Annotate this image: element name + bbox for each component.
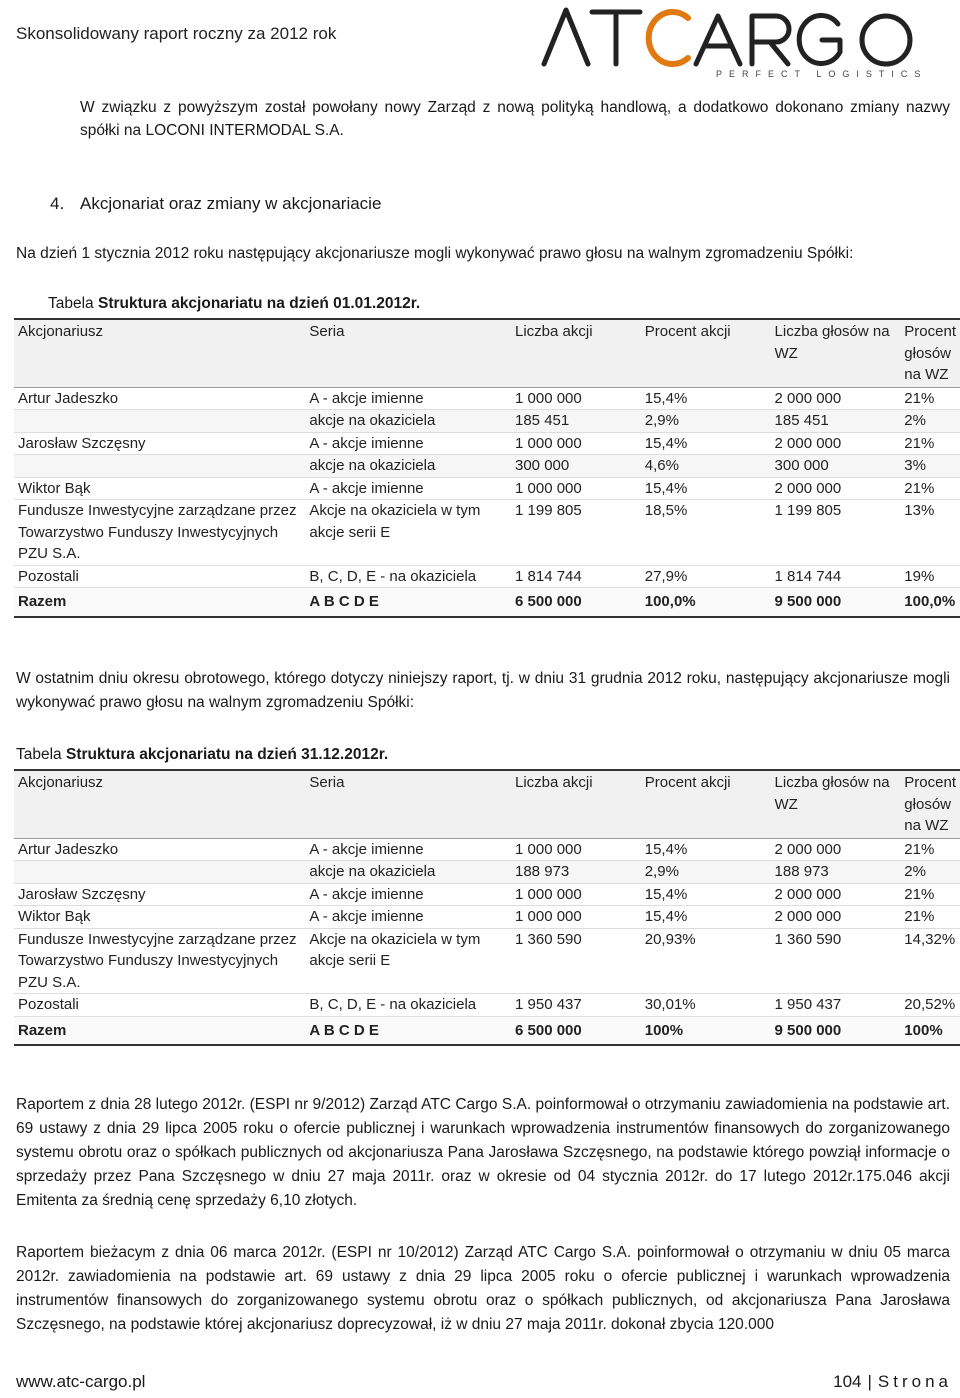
intro-line: Na dzień 1 stycznia 2012 roku następujący akcjonariusze mogli wykonywać prawo głosu na walnym zgromadzeniu Spółki: xyxy=(16,245,854,262)
table-row xyxy=(14,410,960,433)
cell-share-count: 1 000 000 xyxy=(511,432,641,455)
column-header-series: Seria xyxy=(305,319,511,387)
section-title: Akcjonariat oraz zmiany w akcjonariacie xyxy=(80,194,382,213)
cell-series: akcje na okaziciela xyxy=(305,410,511,433)
atc-cargo-logo xyxy=(536,2,956,80)
cell-shareholder: Wiktor Bąk xyxy=(14,906,305,929)
cell-share-percent: 15,4% xyxy=(641,477,771,500)
cell-vote-percent: 21% xyxy=(900,477,960,500)
table-row xyxy=(14,928,960,994)
cell-share-count: 188 973 xyxy=(511,861,641,884)
cell-share-percent: 15,4% xyxy=(641,432,771,455)
table-row xyxy=(14,387,960,410)
total-share-count: 6 500 000 xyxy=(511,588,641,617)
table-header xyxy=(14,319,960,387)
page-label: Strona xyxy=(877,1372,952,1391)
cell-vote-percent: 14,32% xyxy=(900,928,960,994)
total-shareholder: Razem xyxy=(14,1016,305,1045)
cell-vote-count: 1 814 744 xyxy=(771,565,901,588)
total-vote-count: 9 500 000 xyxy=(771,1016,901,1045)
cell-share-percent: 4,6% xyxy=(641,455,771,478)
cell-series: Akcje na okaziciela w tym akcje serii E xyxy=(305,500,511,566)
page-number: 104 xyxy=(833,1372,862,1391)
total-row xyxy=(14,588,960,617)
cell-vote-percent: 21% xyxy=(900,838,960,861)
total-series: A B C D E xyxy=(305,1016,511,1045)
cell-share-count: 1 814 744 xyxy=(511,565,641,588)
cell-series: Akcje na okaziciela w tym akcje serii E xyxy=(305,928,511,994)
cell-share-percent: 2,9% xyxy=(641,861,771,884)
cell-series: A - akcje imienne xyxy=(305,838,511,861)
cell-shareholder: Jarosław Szczęsny xyxy=(14,432,305,455)
document-header-title: Skonsolidowany raport roczny za 2012 rok xyxy=(16,24,337,43)
report-paragraph-2: Raportem bieżacym z dnia 06 marca 2012r. (ESPI nr 10/2012) Zarząd ATC Cargo S.A. poinformował o otrzymaniu w dniu 05 marca 2012r. zawiadomienia na podstawie art. 69 ustawy z dnia 29 lipca 2005 roku o ofercie publicznej i warunkach wprowadzenia instrumentów finansowych do zorganizowanego systemu obrotu oraz o spółkach publicznych, od akcjonariusza Pana Jarosława Szczęsnego, na podstawie której akcjonariusz doprecyzował, iż w dniu 27 maja 2011r. dokonał zbycia 120.000 xyxy=(16,1244,950,1333)
cell-share-count: 185 451 xyxy=(511,410,641,433)
cell-shareholder: Jarosław Szczęsny xyxy=(14,883,305,906)
total-vote-percent: 100,0% xyxy=(900,588,960,617)
cell-share-percent: 18,5% xyxy=(641,500,771,566)
shareholder-table-2012-12-31 xyxy=(14,769,960,1046)
logo-wordmark xyxy=(544,10,910,64)
cell-vote-count: 1 360 590 xyxy=(771,928,901,994)
cell-series: A - akcje imienne xyxy=(305,883,511,906)
intro-paragraph: W związku z powyższym został powołany nowy Zarząd z nową polityką handlową, a dodatkowo dokonano zmiany nazwy spółki na LOCONI INTERMODAL S.A. xyxy=(80,99,950,139)
cell-vote-count: 185 451 xyxy=(771,410,901,433)
report-paragraph-1: Raportem z dnia 28 lutego 2012r. (ESPI nr 9/2012) Zarząd ATC Cargo S.A. poinformował o otrzymaniu zawiadomienia na podstawie art. 69 ustawy z dnia 29 lipca 2005 roku o ofercie publicznej i warunkach wprowadzenia instrumentów finansowych do zorganizowanego systemu obrotu oraz o spółkach publicznych od akcjonariusza Pana Jarosława Szczęsnego, na podstawie którego powziął informacje o sprzedaży przez Pana Szczęsnego w dniu 27 maja 2011r. oraz w okresie od 04 stycznia 2012r. do 17 lutego 2012r.175.046 akcji Emitenta za średnią cenę sprzedaży 6,10 złotych. xyxy=(16,1096,950,1209)
total-vote-percent: 100% xyxy=(900,1016,960,1045)
table1-caption: Tabela Struktura akcjonariatu na dzień 01.01.2012r. xyxy=(48,295,421,312)
cell-share-count: 1 000 000 xyxy=(511,477,641,500)
table-body xyxy=(14,838,960,1045)
cell-share-count: 1 360 590 xyxy=(511,928,641,994)
table-body xyxy=(14,387,960,617)
cell-vote-percent: 21% xyxy=(900,906,960,929)
cell-vote-percent: 13% xyxy=(900,500,960,566)
column-header-vote-count: Liczba głosów na WZ xyxy=(771,319,901,387)
total-share-percent: 100% xyxy=(641,1016,771,1045)
total-vote-count: 9 500 000 xyxy=(771,588,901,617)
cell-vote-count: 1 950 437 xyxy=(771,994,901,1017)
footer-url[interactable]: www.atc-cargo.pl xyxy=(16,1372,146,1391)
total-shareholder: Razem xyxy=(14,588,305,617)
middle-paragraph: W ostatnim dniu okresu obrotowego, którego dotyczy niniejszy raport, tj. w dniu 31 grudnia 2012 roku, następujący akcjonariusze mogli wykonywać prawo głosu na walnym zgromadzeniu Spółki: xyxy=(16,670,950,711)
cell-vote-percent: 21% xyxy=(900,432,960,455)
cell-share-percent: 30,01% xyxy=(641,994,771,1017)
cell-share-percent: 15,4% xyxy=(641,906,771,929)
cell-shareholder xyxy=(14,455,305,478)
cell-share-percent: 15,4% xyxy=(641,838,771,861)
footer-page-indicator xyxy=(833,1372,952,1392)
header-row xyxy=(14,319,960,387)
cell-share-percent: 27,9% xyxy=(641,565,771,588)
cell-vote-count: 2 000 000 xyxy=(771,906,901,929)
column-header-series: Seria xyxy=(305,770,511,838)
table-row xyxy=(14,861,960,884)
logo-tagline: PERFECT LOGISTICS xyxy=(716,69,928,79)
cell-vote-percent: 19% xyxy=(900,565,960,588)
cell-vote-percent: 21% xyxy=(900,883,960,906)
column-header-vote-percent: Procent głosów na WZ xyxy=(900,770,960,838)
cell-share-count: 1 000 000 xyxy=(511,838,641,861)
cell-vote-count: 2 000 000 xyxy=(771,477,901,500)
cell-shareholder: Pozostali xyxy=(14,565,305,588)
cell-share-percent: 15,4% xyxy=(641,883,771,906)
column-header-vote-percent: Procent głosów na WZ xyxy=(900,319,960,387)
cell-series: A - akcje imienne xyxy=(305,432,511,455)
cell-share-percent: 2,9% xyxy=(641,410,771,433)
cell-vote-percent: 2% xyxy=(900,410,960,433)
table2-caption: Tabela Struktura akcjonariatu na dzień 31.12.2012r. xyxy=(16,746,389,763)
cell-vote-count: 1 199 805 xyxy=(771,500,901,566)
section-heading xyxy=(50,194,381,214)
table-header xyxy=(14,770,960,838)
column-header-vote-count: Liczba głosów na WZ xyxy=(771,770,901,838)
cell-vote-percent: 3% xyxy=(900,455,960,478)
section-number: 4. xyxy=(50,194,65,213)
cell-shareholder: Pozostali xyxy=(14,994,305,1017)
cell-share-count: 1 000 000 xyxy=(511,883,641,906)
column-header-share-percent: Procent akcji xyxy=(641,319,771,387)
cell-series: B, C, D, E - na okaziciela xyxy=(305,994,511,1017)
cell-vote-percent: 20,52% xyxy=(900,994,960,1017)
cell-vote-count: 2 000 000 xyxy=(771,387,901,410)
cell-share-count: 300 000 xyxy=(511,455,641,478)
cell-share-percent: 15,4% xyxy=(641,387,771,410)
header-row xyxy=(14,770,960,838)
cell-shareholder xyxy=(14,861,305,884)
column-header-shareholder: Akcjonariusz xyxy=(14,770,305,838)
total-share-count: 6 500 000 xyxy=(511,1016,641,1045)
column-header-share-count: Liczba akcji xyxy=(511,770,641,838)
cell-vote-percent: 21% xyxy=(900,387,960,410)
cell-vote-count: 2 000 000 xyxy=(771,432,901,455)
table-row xyxy=(14,477,960,500)
cell-share-count: 1 000 000 xyxy=(511,906,641,929)
cell-share-count: 1 000 000 xyxy=(511,387,641,410)
cell-vote-count: 188 973 xyxy=(771,861,901,884)
column-header-share-percent: Procent akcji xyxy=(641,770,771,838)
table-row xyxy=(14,432,960,455)
page-separator: | xyxy=(867,1372,872,1391)
table-row xyxy=(14,455,960,478)
column-header-share-count: Liczba akcji xyxy=(511,319,641,387)
cell-share-count: 1 199 805 xyxy=(511,500,641,566)
cell-series: A - akcje imienne xyxy=(305,906,511,929)
table-row xyxy=(14,838,960,861)
cell-series: akcje na okaziciela xyxy=(305,455,511,478)
cell-series: A - akcje imienne xyxy=(305,477,511,500)
cell-vote-count: 300 000 xyxy=(771,455,901,478)
cell-series: B, C, D, E - na okaziciela xyxy=(305,565,511,588)
cell-vote-count: 2 000 000 xyxy=(771,883,901,906)
cell-shareholder: Fundusze Inwestycyjne zarządzane przez Towarzystwo Funduszy Inwestycyjnych PZU S.A. xyxy=(14,928,305,994)
cell-shareholder: Wiktor Bąk xyxy=(14,477,305,500)
cell-shareholder: Artur Jadeszko xyxy=(14,838,305,861)
cell-vote-percent: 2% xyxy=(900,861,960,884)
table-row xyxy=(14,500,960,566)
table-row xyxy=(14,565,960,588)
cell-share-count: 1 950 437 xyxy=(511,994,641,1017)
cell-share-percent: 20,93% xyxy=(641,928,771,994)
shareholder-table-2012-01-01 xyxy=(14,318,960,618)
table-row xyxy=(14,994,960,1017)
cell-series: akcje na okaziciela xyxy=(305,861,511,884)
total-series: A B C D E xyxy=(305,588,511,617)
cell-shareholder xyxy=(14,410,305,433)
cell-vote-count: 2 000 000 xyxy=(771,838,901,861)
cell-shareholder: Artur Jadeszko xyxy=(14,387,305,410)
table-row xyxy=(14,906,960,929)
cell-series: A - akcje imienne xyxy=(305,387,511,410)
table-row xyxy=(14,883,960,906)
column-header-shareholder: Akcjonariusz xyxy=(14,319,305,387)
cell-shareholder: Fundusze Inwestycyjne zarządzane przez Towarzystwo Funduszy Inwestycyjnych PZU S.A. xyxy=(14,500,305,566)
total-share-percent: 100,0% xyxy=(641,588,771,617)
total-row xyxy=(14,1016,960,1045)
